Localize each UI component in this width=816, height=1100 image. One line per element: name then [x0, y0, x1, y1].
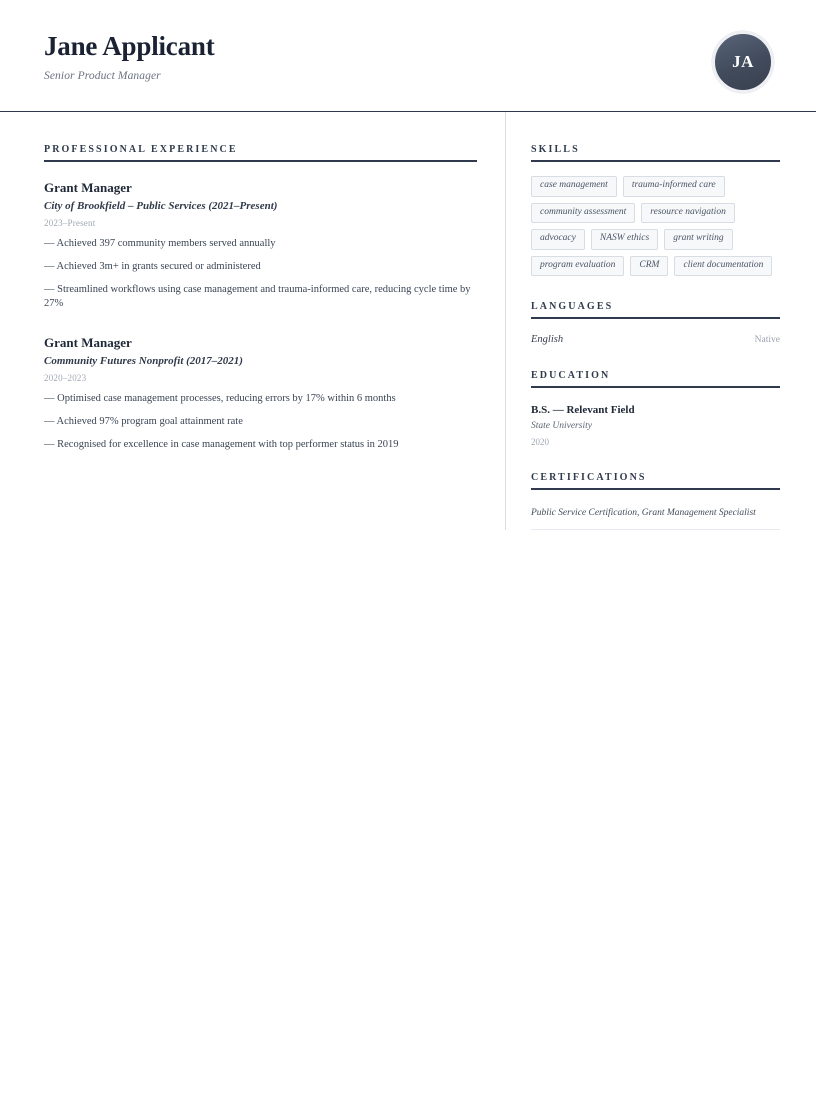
section-title-languages: LANGUAGES [531, 301, 614, 312]
job-bullets [44, 237, 477, 312]
skill-chip: client documentation [674, 256, 772, 277]
candidate-tagline: Senior Product Manager [44, 70, 161, 83]
job-bullet: — Achieved 97% program goal attainment rate [44, 416, 243, 428]
job-bullet: — Streamlined workflows using case management and trauma-informed care, reducing cycle time by 27% [44, 283, 471, 310]
avatar [712, 31, 774, 93]
section-divider [44, 160, 477, 162]
sidebar-column [505, 112, 816, 530]
job-organization: Community Futures Nonprofit (2017–2021) [44, 354, 243, 367]
section-experience [44, 144, 477, 452]
education-degree: B.S. — Relevant Field [531, 404, 635, 416]
section-title-education: EDUCATION [531, 370, 611, 381]
section-divider [531, 488, 780, 490]
skill-chip: CRM [630, 256, 668, 277]
section-divider [531, 160, 780, 162]
section-certifications [531, 472, 780, 530]
job-bullets [44, 392, 477, 453]
education-year: 2020 [531, 437, 549, 447]
job-bullet: — Achieved 397 community members served annually [44, 237, 276, 249]
certification-item: Public Service Certification, Grant Management Specialist [531, 507, 780, 530]
identity-block [44, 30, 215, 82]
job-bullet: — Optimised case management processes, reducing errors by 17% within 6 months [44, 392, 396, 404]
experience-item [44, 335, 477, 452]
skill-chip: case management [531, 176, 617, 197]
section-education [531, 370, 780, 447]
experience-item [44, 180, 477, 311]
skill-chip: advocacy [531, 229, 585, 250]
job-bullet: — Achieved 3m+ in grants secured or administered [44, 260, 261, 272]
section-skills [531, 144, 780, 276]
language-row [531, 334, 780, 345]
education-school: State University [531, 421, 592, 431]
candidate-name: Jane Applicant [44, 31, 215, 61]
resume-body [0, 112, 816, 530]
job-dates: 2023–Present [44, 217, 96, 228]
skill-chip-list [531, 176, 780, 276]
language-level: Native [754, 335, 780, 345]
section-title-certifications: CERTIFICATIONS [531, 472, 647, 483]
skill-chip: grant writing [664, 229, 732, 250]
job-role: Grant Manager [44, 335, 132, 351]
resume-header [0, 0, 816, 112]
main-column [0, 112, 505, 530]
section-title-experience: PROFESSIONAL EXPERIENCE [44, 144, 238, 155]
skill-chip: community assessment [531, 203, 635, 224]
job-bullet: — Recognised for excellence in case management with top performer status in 2019 [44, 439, 399, 451]
language-name: English [531, 334, 564, 345]
skill-chip: trauma-informed care [623, 176, 725, 197]
section-divider [531, 386, 780, 388]
job-role: Grant Manager [44, 180, 132, 195]
education-item [531, 404, 780, 447]
avatar-initials: JA [732, 52, 754, 71]
section-title-skills: SKILLS [531, 144, 580, 155]
skill-chip: program evaluation [531, 256, 624, 277]
section-languages [531, 301, 780, 345]
section-divider [531, 317, 780, 319]
skill-chip: NASW ethics [591, 229, 658, 250]
job-organization: City of Brookfield – Public Services (2021–Present) [44, 199, 278, 212]
skill-chip: resource navigation [641, 203, 735, 224]
job-dates: 2020–2023 [44, 372, 87, 383]
